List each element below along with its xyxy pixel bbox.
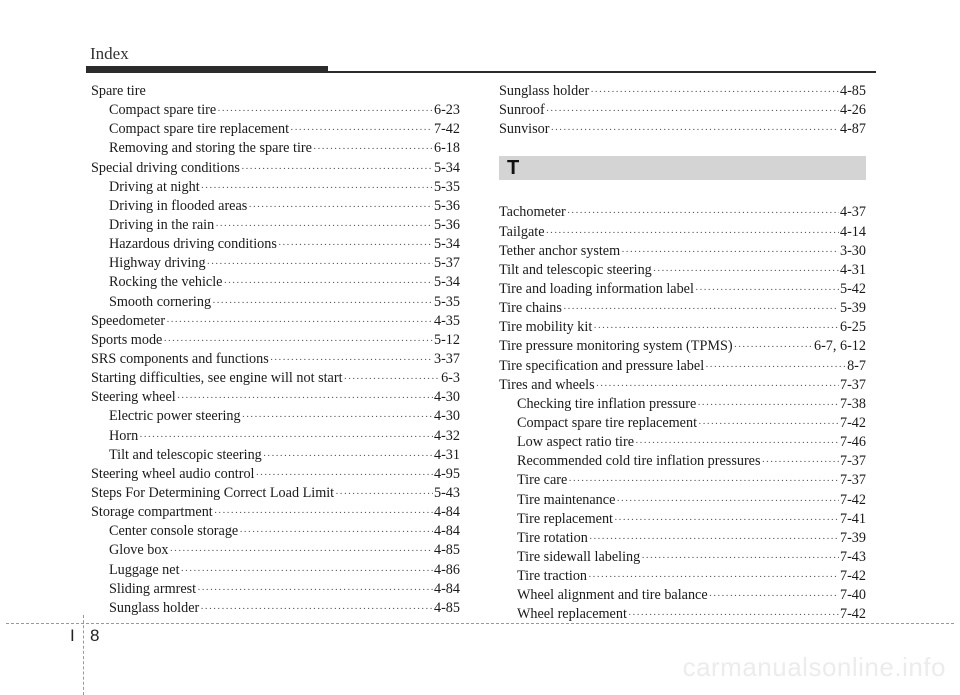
index-entry [499,414,866,433]
index-term: Steps For Determining Correct Load Limit [91,484,335,501]
index-entry [91,139,460,158]
index-term: Sports mode [91,331,163,348]
index-term: Center console storage [109,523,239,540]
index-page-ref: 7-42 [839,606,866,623]
index-page-ref: 4-31 [433,446,460,463]
index-page-ref: 5-43 [433,484,460,501]
leader-dots [546,102,839,121]
index-entry [499,337,866,356]
index-entry [91,178,460,197]
leader-dots [197,581,433,600]
index-term: Tilt and telescopic steering [109,446,262,463]
index-page-ref: 5-36 [433,197,460,214]
index-page-ref: 4-26 [839,102,866,119]
index-entry [499,529,866,548]
index-entry [91,101,460,120]
index-term: Compact spare tire [109,102,217,119]
index-entry [499,395,866,414]
index-page-ref: 6-18 [433,140,460,157]
index-page-ref: 7-39 [839,529,866,546]
index-page-ref: 4-30 [433,408,460,425]
index-page-ref: 7-37 [839,453,866,470]
index-entry [91,293,460,312]
index-page-ref: 7-42 [839,568,866,585]
section-letter-header [499,156,866,180]
leader-dots [616,492,839,511]
index-term: Tire care [517,472,568,489]
index-page-ref: 5-39 [839,300,866,317]
leader-dots [588,568,839,587]
watermark: carmanualsonline.info [682,652,946,682]
index-entry [499,280,866,299]
index-entry [91,312,460,331]
leader-dots [695,281,839,300]
index-page-ref: 4-84 [433,504,460,521]
index-page-ref: 4-31 [839,261,866,278]
leader-dots [170,542,433,561]
leader-dots [761,453,839,472]
leader-dots [139,428,433,447]
index-term: Hazardous driving conditions [109,236,277,253]
leader-dots [705,358,846,377]
index-page-ref: 8-7 [847,357,866,374]
index-term: Driving at night [109,178,200,195]
leader-dots [590,83,839,102]
index-page-ref: 4-84 [433,523,460,540]
index-term: Tire mobility kit [499,319,593,336]
index-page-ref: 4-87 [839,121,866,138]
index-term: Special driving conditions [91,159,240,176]
index-term: Tire traction [517,568,588,585]
index-term: Spare tire [91,83,146,99]
index-entry [91,427,460,446]
index-entry [91,541,460,560]
index-term: Tire replacement [517,510,613,527]
index-term: Starting difficulties, see engine will not start [91,370,343,387]
index-page-ref: 4-85 [433,599,460,616]
leader-dots [263,447,433,466]
index-page-ref: 7-42 [433,121,460,138]
leader-dots [200,600,433,619]
index-entry [91,235,460,254]
index-entry [91,216,460,235]
index-entry [499,433,866,452]
leader-dots [207,255,433,274]
page-title: Index [90,44,129,63]
index-page-ref: 7-42 [839,491,866,508]
index-entry [91,503,460,522]
index-page-ref: 3-37 [433,350,460,367]
leader-dots [215,217,433,236]
index-page-ref: 5-36 [433,216,460,233]
index-entry [499,82,866,101]
index-entry [499,548,866,567]
leader-dots [290,121,433,140]
index-term: Wheel alignment and tire balance [517,587,708,604]
index-entry [499,586,866,605]
index-entry [91,407,460,426]
index-page-ref: 7-42 [839,414,866,431]
index-page-ref: 6-23 [433,102,460,119]
leader-dots [270,351,433,370]
index-entry [91,369,460,388]
index-column-left [91,82,460,618]
leader-dots [242,408,433,427]
leader-dots [596,377,839,396]
index-page-ref: 5-37 [433,255,460,272]
page-number: 8 [90,626,100,645]
leader-dots [256,466,433,485]
leader-dots [709,587,839,606]
leader-dots [201,179,433,198]
index-entry [499,299,866,318]
leader-dots [697,396,839,415]
leader-dots [567,204,839,223]
index-page-ref: 4-86 [433,561,460,578]
index-page-ref: 6-3 [441,370,460,387]
leader-dots [166,313,433,332]
leader-dots [278,236,433,255]
footer-rule [6,623,954,624]
index-entry [91,350,460,369]
index-term: Tire rotation [517,529,588,546]
index-entry [499,261,866,280]
index-term: Recommended cold tire inflation pressures [517,453,761,470]
index-term: Rocking the vehicle [109,274,223,291]
index-page-ref: 7-43 [839,548,866,565]
header-accent-bar [86,66,328,73]
index-entry [91,331,460,350]
index-entry [499,318,866,337]
index-term: Driving in flooded areas [109,197,248,214]
leader-dots [546,224,839,243]
index-entry [91,82,460,101]
index-entry [91,446,460,465]
index-page-ref: 5-35 [433,293,460,310]
index-term: Glove box [109,542,169,559]
leader-dots [621,243,839,262]
index-page-ref: 5-12 [433,331,460,348]
index-page-ref: 4-85 [433,542,460,559]
index-term: Compact spare tire replacement [517,414,698,431]
leader-dots [181,562,433,581]
leader-dots [568,472,839,491]
index-page-ref: 7-37 [839,376,866,393]
index-page-ref: 4-85 [839,83,866,99]
index-page-ref: 6-7, 6-12 [813,338,866,355]
leader-dots [313,140,433,159]
leader-dots [734,338,813,357]
index-term: Tire and loading information label [499,280,694,297]
index-term: SRS components and functions [91,350,269,367]
leader-dots [223,274,433,293]
index-term: Checking tire inflation pressure [517,395,697,412]
index-term: Tire specification and pressure label [499,357,705,374]
index-page-ref: 4-30 [433,389,460,406]
index-entry [91,599,460,618]
index-term: Steering wheel audio control [91,465,255,482]
index-list-s-end [499,82,866,139]
index-term: Tilt and telescopic steering [499,261,652,278]
index-entry [91,254,460,273]
index-entry [91,561,460,580]
index-page-ref: 7-46 [839,434,866,451]
leader-dots [239,523,433,542]
index-entry [499,605,866,624]
index-page-ref: 6-25 [839,319,866,336]
index-entry [91,388,460,407]
index-page-ref: 3-30 [839,242,866,259]
index-term: Compact spare tire replacement [109,121,290,138]
index-page-ref: 5-34 [433,274,460,291]
index-term: Tailgate [499,223,545,240]
index-term: Driving in the rain [109,216,215,233]
index-page-ref: 4-35 [433,312,460,329]
leader-dots [641,549,839,568]
index-entry [91,522,460,541]
leader-dots [241,160,433,179]
index-list-t [499,203,866,624]
leader-dots [344,370,441,389]
index-entry [91,465,460,484]
index-term: Sunroof [499,102,545,119]
index-entry [499,357,866,376]
index-entry [91,484,460,503]
index-page-ref: 7-40 [839,587,866,604]
section-letter: T [507,156,520,179]
index-page-ref: 4-32 [433,427,460,444]
index-page-ref: 4-37 [839,204,866,221]
index-term: Removing and storing the spare tire [109,140,312,157]
index-term: Tire maintenance [517,491,616,508]
footer-section-label: I [70,626,75,645]
index-entry [499,203,866,222]
footer-divider [83,615,84,695]
leader-dots [589,530,839,549]
index-entry [499,242,866,261]
index-entry [499,376,866,395]
index-term: Tire pressure monitoring system (TPMS) [499,338,733,355]
index-entry [499,101,866,120]
leader-dots [698,415,839,434]
index-page-ref: 4-95 [433,465,460,482]
index-term: Sunvisor [499,121,550,138]
leader-dots [217,102,433,121]
leader-dots [214,504,433,523]
index-page-ref: 5-34 [433,236,460,253]
index-entry [499,452,866,471]
index-page-ref: 4-14 [839,223,866,240]
index-term: Sunglass holder [109,599,200,616]
index-entry [499,223,866,242]
index-term: Speedometer [91,312,166,329]
index-term: Tether anchor system [499,242,621,259]
index-entry [91,159,460,178]
index-entry [499,491,866,510]
index-page-ref: 7-37 [839,472,866,489]
index-term: Highway driving [109,255,206,272]
leader-dots [593,319,839,338]
index-page-ref: 7-41 [839,510,866,527]
index-term: Tire sidewall labeling [517,548,641,565]
index-term: Wheel replacement [517,606,627,623]
index-page-ref: 5-42 [839,280,866,297]
leader-dots [563,300,839,319]
index-term: Tire chains [499,300,562,317]
index-entry [499,567,866,586]
index-column-right [499,82,866,625]
leader-dots [335,485,433,504]
index-term: Steering wheel [91,389,176,406]
index-term: Tires and wheels [499,376,595,393]
index-term: Tachometer [499,204,566,221]
index-entry [499,510,866,529]
index-page-ref: 4-84 [433,580,460,597]
index-term: Storage compartment [91,504,213,521]
index-term: Sunglass holder [499,83,590,99]
index-entry [499,120,866,139]
leader-dots [653,262,839,281]
index-term: Electric power steering [109,408,241,425]
index-term: Luggage net [109,561,180,578]
index-page-ref: 5-34 [433,159,460,176]
index-term: Sliding armrest [109,580,197,597]
index-entry [499,471,866,490]
index-entry [91,197,460,216]
index-entry [91,120,460,139]
leader-dots [550,121,839,140]
index-term: Horn [109,427,139,444]
index-term: Low aspect ratio tire [517,434,634,451]
leader-dots [614,511,839,530]
index-page-ref: 7-38 [839,395,866,412]
index-page-ref: 5-35 [433,178,460,195]
index-entry [91,580,460,599]
index-entry [91,273,460,292]
index-term: Smooth cornering [109,293,212,310]
leader-dots [248,198,433,217]
leader-dots [163,332,433,351]
leader-dots [635,434,839,453]
leader-dots [212,294,433,313]
leader-dots [177,389,433,408]
